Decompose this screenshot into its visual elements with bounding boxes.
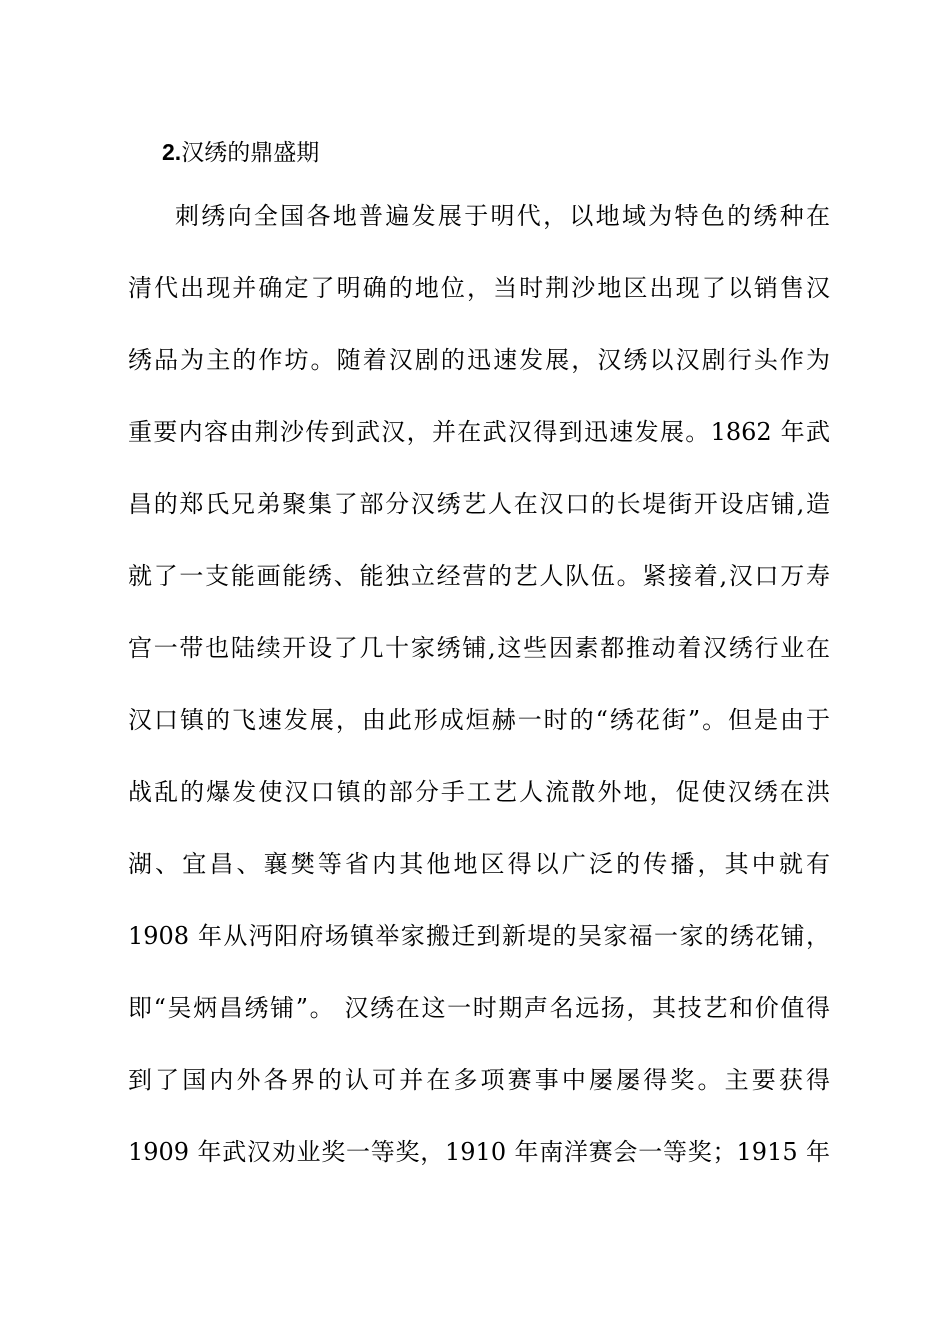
paragraph-line: 1909 年武汉劝业奖一等奖，1910 年南洋赛会一等奖；1915 年 xyxy=(128,1138,830,1166)
paragraph-line: 1908 年从沔阳府场镇举家搬迁到新堤的吴家福一家的绣花铺， xyxy=(128,922,830,950)
paragraph-line: 汉口镇的飞速发展，由此形成烜赫一时的“绣花街”。但是由于 xyxy=(128,706,830,734)
paragraph-line: 绣品为主的作坊。随着汉剧的迅速发展，汉绣以汉剧行头作为 xyxy=(128,346,830,374)
paragraph-line: 就了一支能画能绣、能独立经营的艺人队伍。紧接着,汉口万寿 xyxy=(128,562,830,590)
paragraph-line: 昌的郑氏兄弟聚集了部分汉绣艺人在汉口的长堤街开设店铺,造 xyxy=(128,490,830,518)
section-heading xyxy=(162,136,319,169)
paragraph-line: 刺绣向全国各地普遍发展于明代，以地域为特色的绣种在 xyxy=(175,202,830,230)
paragraph-line: 重要内容由荆沙传到武汉，并在武汉得到迅速发展。1862 年武 xyxy=(128,418,830,446)
paragraph-line: 清代出现并确定了明确的地位，当时荆沙地区出现了以销售汉 xyxy=(128,274,830,302)
paragraph-line: 宫一带也陆续开设了几十家绣铺,这些因素都推动着汉绣行业在 xyxy=(128,634,830,662)
paragraph-line: 即“吴炳昌绣铺”。 汉绣在这一时期声名远扬，其技艺和价值得 xyxy=(128,994,830,1022)
section-title: 汉绣的鼎盛期 xyxy=(181,140,320,166)
section-number: 2. xyxy=(162,139,182,165)
paragraph-line: 湖、宜昌、襄樊等省内其他地区得以广泛的传播，其中就有 xyxy=(128,850,830,878)
paragraph-line: 战乱的爆发使汉口镇的部分手工艺人流散外地，促使汉绣在洪 xyxy=(128,778,830,806)
paragraph-line: 到了国内外各界的认可并在多项赛事中屡屡得奖。主要获得 xyxy=(128,1066,830,1094)
